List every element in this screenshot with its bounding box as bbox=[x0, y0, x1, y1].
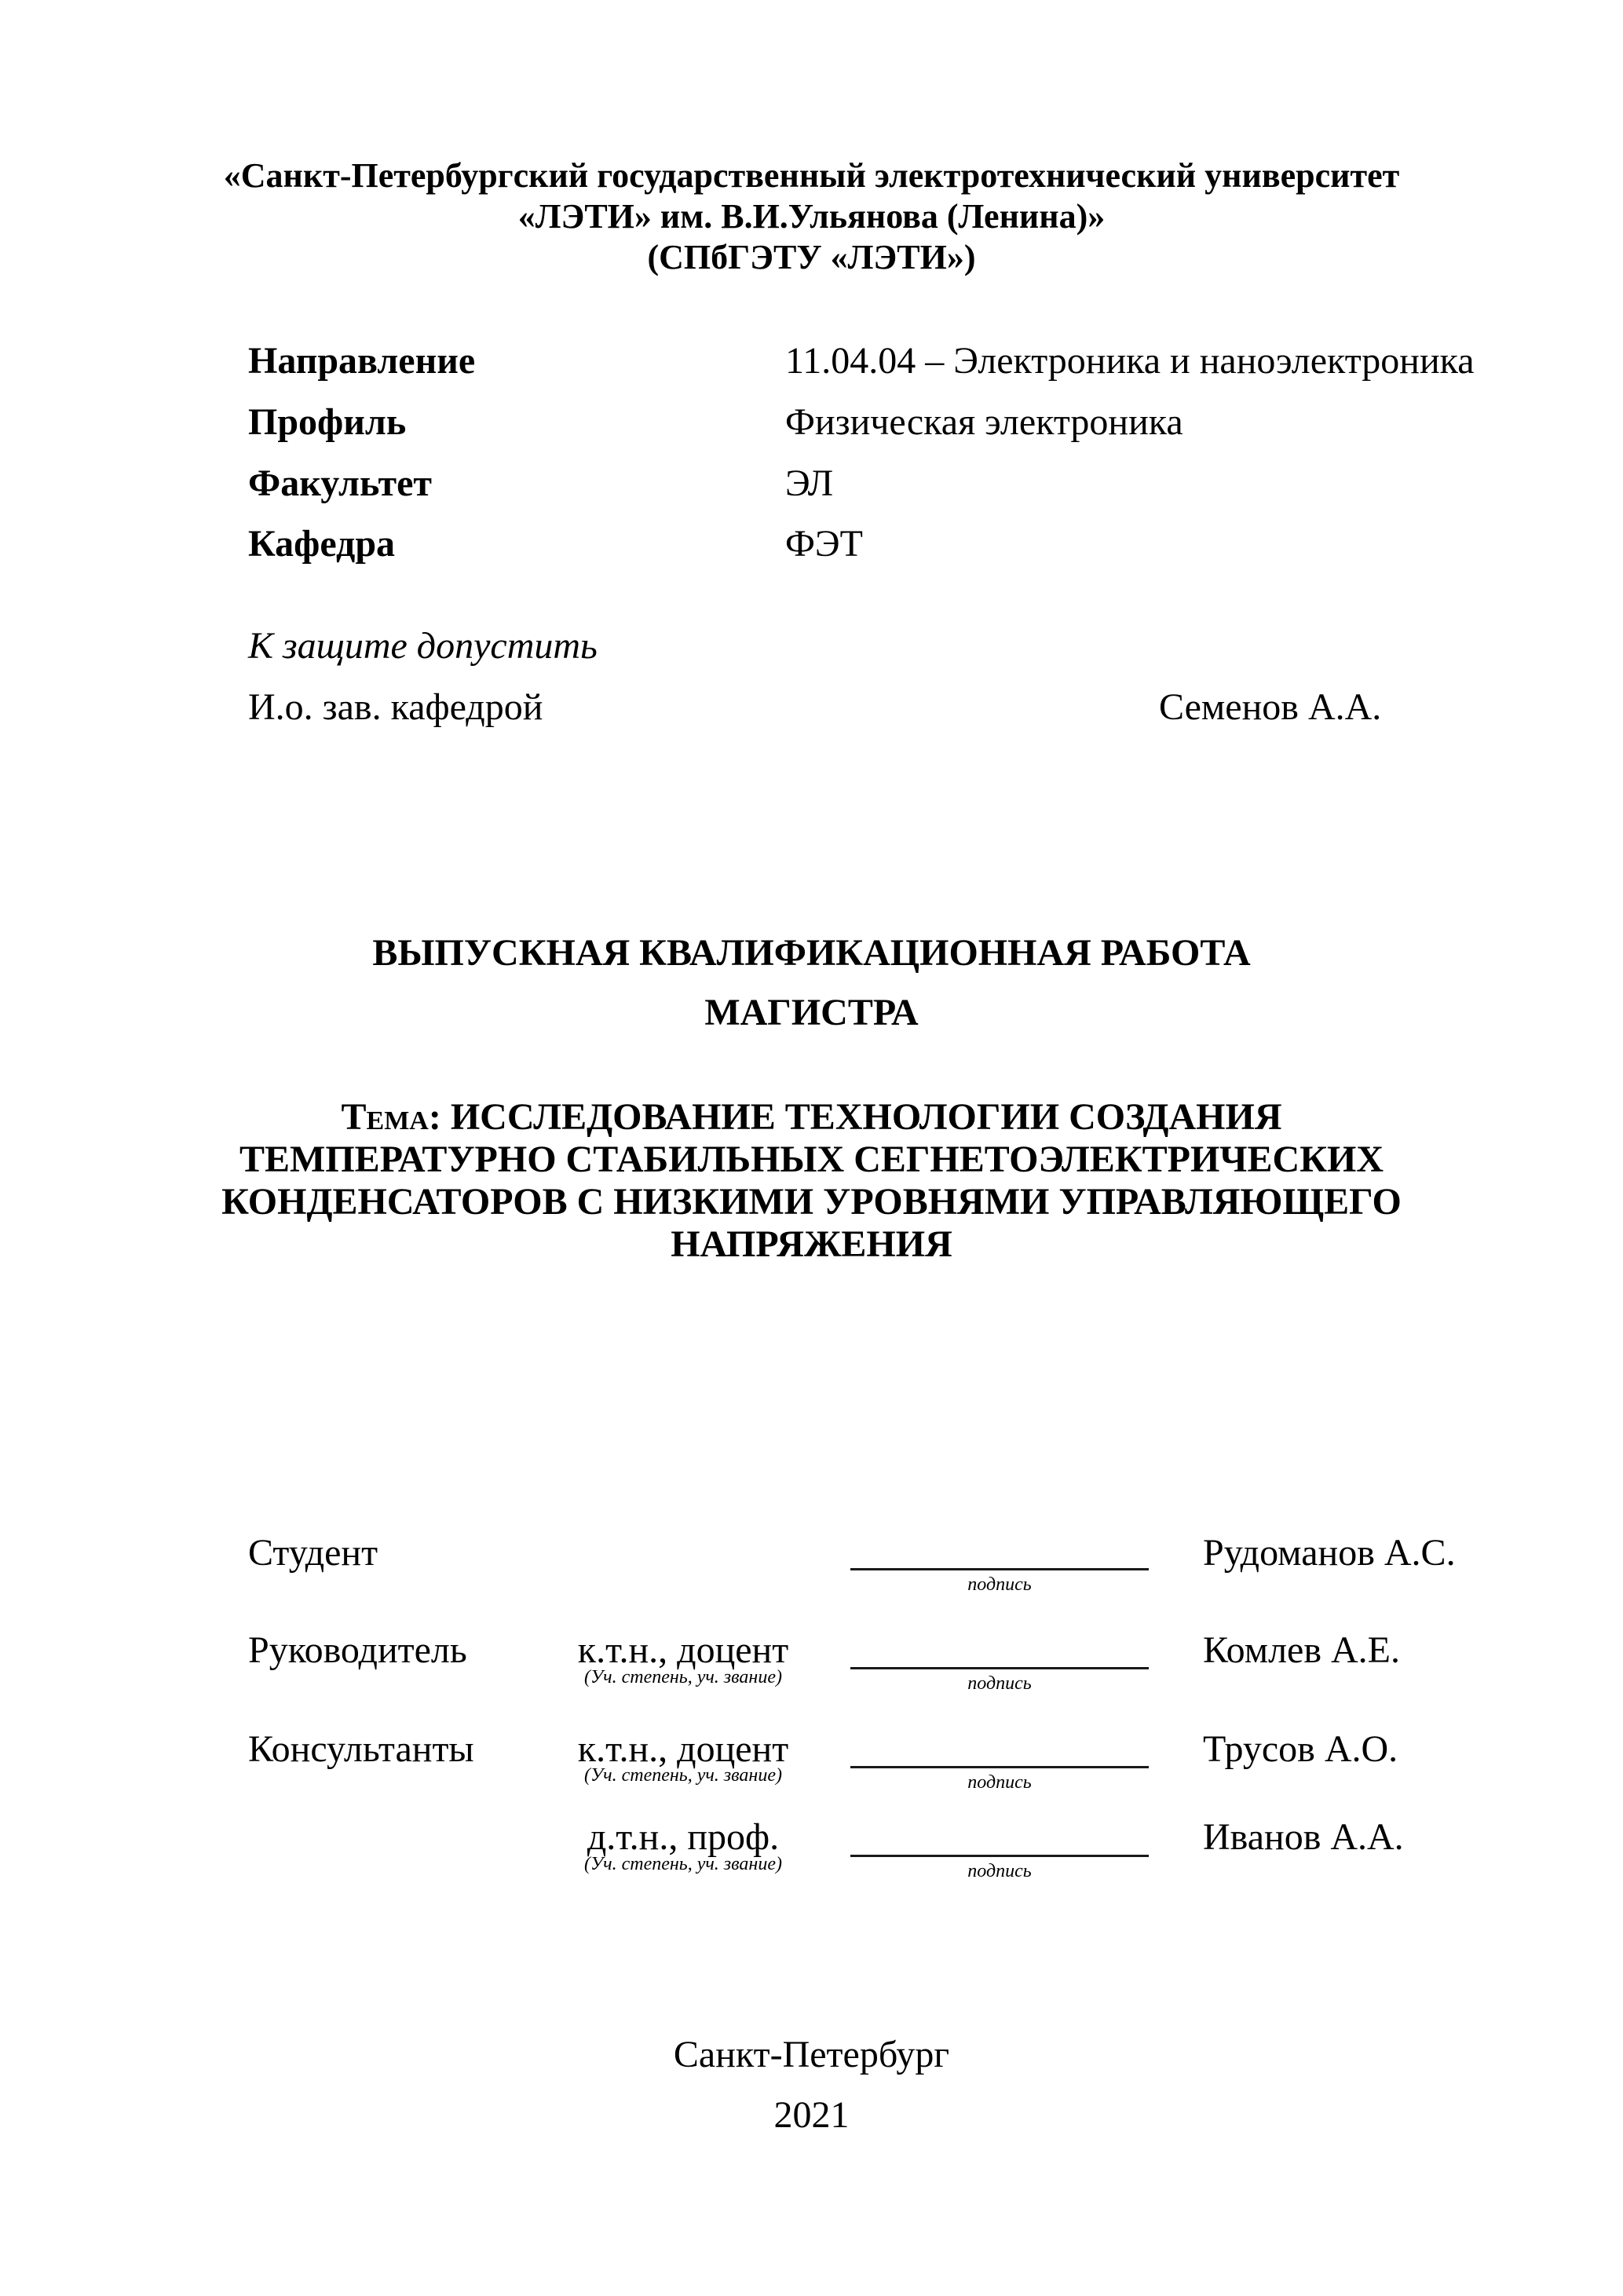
approval-name: Семенов А.А. bbox=[1159, 686, 1382, 728]
university-abbreviation: (СПбГЭТУ «ЛЭТИ») bbox=[647, 238, 976, 276]
signature-name-consultant1: Трусов А.О. bbox=[1203, 1728, 1398, 1770]
signature-role-supervisor: Руководитель bbox=[248, 1629, 467, 1671]
signature-degree-consultant1: к.т.н., доцент bbox=[577, 1728, 789, 1770]
signature-degree-supervisor: к.т.н., доцент bbox=[577, 1629, 789, 1671]
work-degree-title: МАГИСТРА bbox=[704, 992, 919, 1033]
topic-line2: ТЕМПЕРАТУРНО СТАБИЛЬНЫХ СЕГНЕТОЭЛЕКТРИЧЕСКИХ bbox=[239, 1139, 1384, 1180]
info-label-profile: Профиль bbox=[248, 401, 407, 443]
signature-name-student: Рудоманов А.С. bbox=[1203, 1532, 1456, 1574]
topic-line3: КОНДЕНСАТОРОВ С НИЗКИМИ УРОВНЯМИ УПРАВЛЯЮЩЕГО bbox=[221, 1181, 1402, 1223]
university-name-line2: «ЛЭТИ» им. В.И.Ульянова (Ленина)» bbox=[517, 197, 1106, 236]
signature-line bbox=[850, 1568, 1149, 1570]
approval-role: И.о. зав. кафедрой bbox=[248, 686, 543, 728]
city: Санкт-Петербург bbox=[673, 2034, 950, 2075]
info-label-faculty: Факультет bbox=[248, 462, 432, 504]
degree-hint: (Уч. степень, уч. звание) bbox=[584, 1667, 782, 1687]
year: 2021 bbox=[773, 2094, 850, 2136]
signature-name-supervisor: Комлев А.Е. bbox=[1203, 1629, 1400, 1671]
topic-label: Тема: bbox=[341, 1096, 441, 1138]
topic-text-line1: ИССЛЕДОВАНИЕ ТЕХНОЛОГИИ СОЗДАНИЯ bbox=[450, 1096, 1282, 1138]
signature-name-consultant2: Иванов А.А. bbox=[1203, 1816, 1404, 1858]
topic-line4: НАПРЯЖЕНИЯ bbox=[671, 1223, 952, 1265]
degree-hint: (Уч. степень, уч. звание) bbox=[584, 1765, 782, 1786]
signature-line bbox=[850, 1766, 1149, 1768]
info-label-department: Кафедра bbox=[248, 523, 396, 565]
info-value-faculty: ЭЛ bbox=[785, 462, 834, 504]
university-name-line1: «Санкт-Петербургский государственный электротехнический университет bbox=[223, 156, 1400, 195]
signature-role-consultants: Консультанты bbox=[248, 1728, 474, 1770]
signature-hint: подпись bbox=[967, 1574, 1032, 1595]
signature-hint: подпись bbox=[967, 1772, 1032, 1793]
signature-role-student: Студент bbox=[248, 1532, 378, 1574]
signature-line bbox=[850, 1855, 1149, 1857]
signature-hint: подпись bbox=[967, 1861, 1032, 1881]
thesis-topic bbox=[0, 1096, 1623, 1266]
topic-line1 bbox=[0, 1096, 1623, 1139]
info-value-direction: 11.04.04 – Электроника и наноэлектроника bbox=[785, 340, 1475, 382]
work-type-title: ВЫПУСКНАЯ КВАЛИФИКАЦИОННАЯ РАБОТА bbox=[372, 932, 1251, 974]
info-label-direction: Направление bbox=[248, 340, 476, 382]
info-value-department: ФЭТ bbox=[785, 523, 863, 565]
approval-title: К защите допустить bbox=[248, 625, 598, 667]
signature-degree-consultant2: д.т.н., проф. bbox=[587, 1816, 780, 1858]
signature-hint: подпись bbox=[967, 1673, 1032, 1694]
info-value-profile: Физическая электроника bbox=[785, 401, 1183, 443]
signature-line bbox=[850, 1667, 1149, 1669]
degree-hint: (Уч. степень, уч. звание) bbox=[584, 1854, 782, 1874]
